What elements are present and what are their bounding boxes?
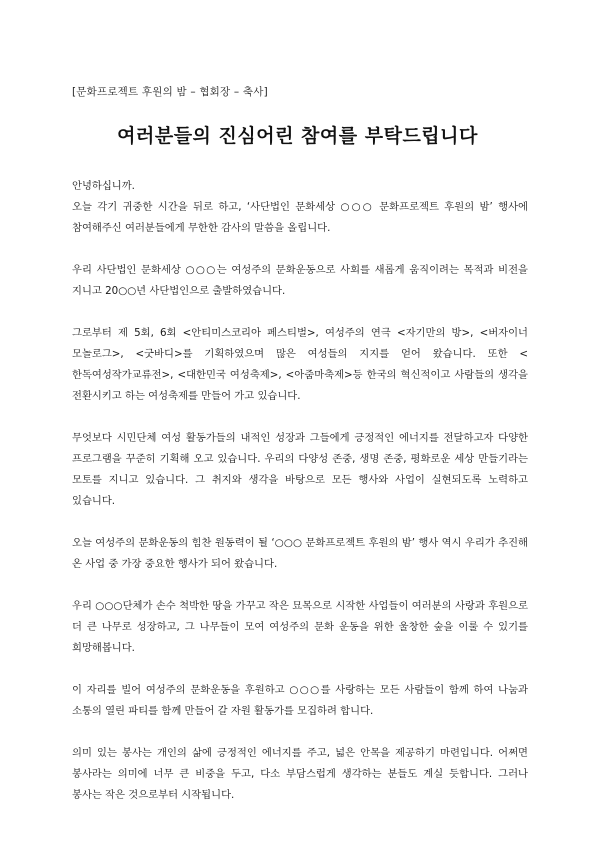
paragraph: 이 자리를 빌어 여성주의 문화운동을 후원하고 ○○○를 사랑하는 모든 사람들이 함께 하여 나눔과 소통의 열린 파티를 함께 만들어 갈 자원 활동가를 모집하려 합니다. (72, 684, 528, 717)
paragraph: 무엇보다 시민단체 여성 활동가들의 내적인 성장과 그들에게 긍정적인 에너지를 전달하고자 다양한 프로그램을 꾸준히 기획해 오고 있습니다. 우리의 다양성 존중, 생명 존중, 평화로운 세상 만들기라는 모토를 지니고 있습니다. 그 취지와 생각을 바탕으로 모든 행사와 사업이 실현되도록 노력하고 있습니다. (72, 432, 528, 507)
document-body (72, 176, 528, 827)
greeting-line: 안녕하십니까. (72, 180, 135, 192)
paragraph: 오늘 각기 귀중한 시간을 뒤로 하고, ‘사단법인 문화세상 ○○○ 문화프로젝트 후원의 밤’ 행사에 참여해주신 여러분들에게 무한한 감사의 말씀을 올립니다. (72, 201, 528, 234)
paragraph: 우리 사단법인 문화세상 ○○○는 여성주의 문화운동으로 사회를 새롭게 움직이려는 목적과 비전을 지니고 20○○년 사단법인으로 출발하였습니다. (72, 264, 528, 297)
paragraph: 오늘 여성주의 문화운동의 힘찬 원동력이 될 ‘○○○ 문화프로젝트 후원의 밤’ 행사 역시 우리가 추진해 온 사업 중 가장 중요한 행사가 되어 왔습니다. (72, 537, 528, 570)
paragraph: 의미 있는 봉사는 개인의 삶에 긍정적인 에너지를 주고, 넓은 안목을 제공하기 마련입니다. 어쩌면 봉사라는 의미에 너무 큰 비중을 두고, 다소 부담스럽게 생각하는 분들도 계실 듯합니다. 그러나 봉사는 작은 것으로부터 시작됩니다. (72, 747, 528, 801)
paragraph: 그로부터 제 5회, 6회 <안티미스코리아 페스티벌>, 여성주의 연극 <자기만의 방>, <버자이너 모놀로그>, <굿바디>를 기획하였으며 많은 여성들의 지지를 얻어 왔습니다. 또한 <한독여성작가교류전>, <대한민국 여성축제>, <아줌마축제>등 한국의 혁신적이고 사람들의 생각을 전환시키고 하는 여성축제를 만들어 가고 있습니다. (72, 327, 528, 402)
document-header: [문화프로젝트 후원의 밤 – 협회장 – 축사] (72, 86, 268, 98)
document-title: 여러분들의 진심어린 참여를 부탁드립니다 (117, 125, 478, 147)
paragraph: 우리 ○○○단체가 손수 척박한 땅을 가꾸고 작은 묘목으로 시작한 사업들이 여러분의 사랑과 후원으로 더 큰 나무로 성장하고, 그 나무들이 모여 여성주의 문화 운동을 위한 울창한 숲을 이룰 수 있기를 희망해봅니다. (72, 600, 528, 654)
